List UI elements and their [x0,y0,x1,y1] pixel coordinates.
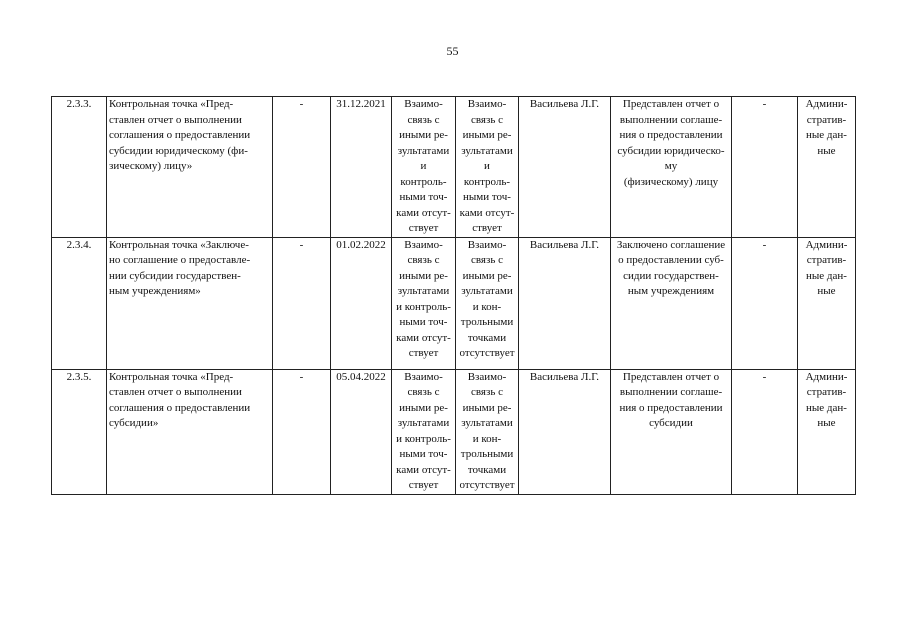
control-point-name: Контрольная точка «Заключе- но соглашение о предоставле- нии субсидии государствен- ным учреждениям» [107,237,273,369]
row-number: 2.3.5. [52,369,107,494]
data-source: Админи- стратив- ные дан- ные [798,237,856,369]
responsible-person: Васильева Л.Г. [519,369,611,494]
result-description: Представлен отчет о выполнении соглаше- ния о предоставлении субсидии [611,369,732,494]
control-points-table [51,96,856,495]
empty-value-dash: - [732,97,798,238]
relation-previous: Взаимо- связь с иными ре- зультатами и контроль- ными точ- ками отсут- ствует [392,97,456,238]
result-description: Заключено соглашение о предоставлении суб- сидии государствен- ным учреждениям [611,237,732,369]
empty-value-dash: - [273,369,331,494]
relation-next: Взаимо- связь с иными ре- зультатами и кон- трольными точками отсутствует [456,237,519,369]
empty-value-dash: - [273,97,331,238]
control-point-name: Контрольная точка «Пред- ставлен отчет о выполнении соглашения о предоставлении субсидии» [107,369,273,494]
relation-previous: Взаимо- связь с иными ре- зультатами и контроль- ными точ- ками отсут- ствует [392,369,456,494]
control-point-date: 01.02.2022 [331,237,392,369]
relation-next: Взаимо- связь с иными ре- зультатами и кон- трольными точками отсутствует [456,369,519,494]
data-source: Админи- стратив- ные дан- ные [798,97,856,238]
table-row [52,97,856,238]
empty-value-dash: - [273,237,331,369]
data-source: Админи- стратив- ные дан- ные [798,369,856,494]
responsible-person: Васильева Л.Г. [519,97,611,238]
empty-value-dash: - [732,369,798,494]
row-number: 2.3.4. [52,237,107,369]
control-point-date: 05.04.2022 [331,369,392,494]
table-row [52,369,856,494]
table-row [52,237,856,369]
relation-next: Взаимо- связь с иными ре- зультатами и контроль- ными точ- ками отсут- ствует [456,97,519,238]
relation-previous: Взаимо- связь с иными ре- зультатами и контроль- ными точ- ками отсут- ствует [392,237,456,369]
page-number: 55 [446,44,459,58]
result-description: Представлен отчет о выполнении соглаше- ния о предоставлении субсидии юридическо- му (физическому) лицу [611,97,732,238]
control-point-date: 31.12.2021 [331,97,392,238]
row-number: 2.3.3. [52,97,107,238]
empty-value-dash: - [732,237,798,369]
control-point-name: Контрольная точка «Пред- ставлен отчет о выполнении соглашения о предоставлении субсидии юридическому (фи- зическому) лицу» [107,97,273,238]
responsible-person: Васильева Л.Г. [519,237,611,369]
